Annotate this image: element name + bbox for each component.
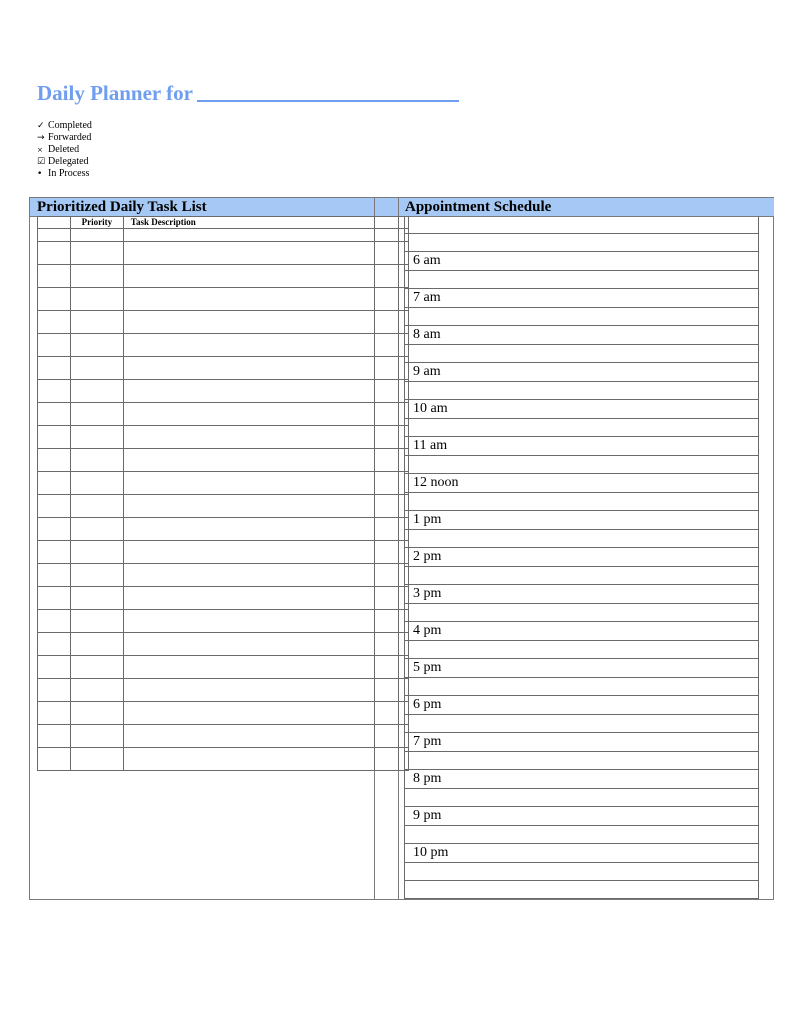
time-label: 8 pm <box>413 771 442 786</box>
half-hour-slot[interactable] <box>404 752 759 770</box>
legend-label: In Process <box>48 168 90 179</box>
task-row <box>38 610 409 633</box>
legend-label: Delegated <box>48 156 89 167</box>
spacer-cell <box>375 380 399 403</box>
half-hour-slot[interactable] <box>404 456 759 474</box>
task-row <box>38 449 409 472</box>
time-label: 7 am <box>413 290 441 305</box>
legend-label: Completed <box>48 120 92 131</box>
task-description-cell[interactable] <box>123 587 374 610</box>
task-status-cell[interactable] <box>38 229 71 242</box>
priority-cell[interactable] <box>70 334 123 357</box>
spacer-cell <box>375 495 399 518</box>
priority-cell[interactable] <box>70 679 123 702</box>
spacer-cell <box>375 633 399 656</box>
half-hour-slot[interactable] <box>404 678 759 696</box>
arrow-right-icon: → <box>37 133 45 143</box>
spacer-cell <box>375 403 399 426</box>
task-description-cell[interactable] <box>123 541 374 564</box>
task-row <box>38 679 409 702</box>
time-slot[interactable] <box>404 622 759 641</box>
task-description-cell[interactable] <box>123 311 374 334</box>
task-row <box>38 495 409 518</box>
time-slot[interactable] <box>404 585 759 604</box>
spacer-cell <box>375 311 399 334</box>
spacer-cell <box>375 357 399 380</box>
half-hour-slot[interactable] <box>404 567 759 585</box>
task-description-cell[interactable] <box>123 495 374 518</box>
task-description-cell[interactable] <box>123 242 374 265</box>
task-status-cell[interactable] <box>38 334 71 357</box>
task-row <box>38 334 409 357</box>
task-status-cell[interactable] <box>38 288 71 311</box>
task-row <box>38 725 409 748</box>
half-hour-slot[interactable] <box>404 419 759 437</box>
half-hour-slot[interactable] <box>404 715 759 733</box>
task-status-cell[interactable] <box>38 679 71 702</box>
task-row <box>38 265 409 288</box>
half-hour-slot[interactable] <box>404 234 759 252</box>
time-label: 5 pm <box>413 660 442 675</box>
priority-cell[interactable] <box>70 380 123 403</box>
task-status-cell[interactable] <box>38 495 71 518</box>
priority-cell[interactable] <box>70 725 123 748</box>
time-slot[interactable] <box>404 696 759 715</box>
task-row <box>38 472 409 495</box>
time-slot[interactable] <box>404 511 759 530</box>
task-row <box>38 587 409 610</box>
title-text: Daily Planner for <box>37 81 193 105</box>
priority-cell[interactable] <box>70 656 123 679</box>
task-row <box>38 380 409 403</box>
time-label: 10 am <box>413 401 448 416</box>
task-row <box>38 426 409 449</box>
time-label: 9 am <box>413 364 441 379</box>
checked-box-icon: ☑ <box>37 157 46 167</box>
priority-cell[interactable] <box>70 518 123 541</box>
time-label: 12 noon <box>413 475 459 490</box>
task-table <box>37 216 409 771</box>
priority-cell[interactable] <box>70 403 123 426</box>
time-slot[interactable] <box>404 326 759 345</box>
spacer-cell <box>375 656 399 679</box>
spacer-cell <box>375 587 399 610</box>
legend-item <box>37 168 92 180</box>
spacer-cell <box>375 518 399 541</box>
task-description-cell[interactable] <box>123 725 374 748</box>
task-status-cell[interactable] <box>38 311 71 334</box>
time-label: 11 am <box>413 438 448 453</box>
task-description-cell[interactable] <box>123 702 374 725</box>
task-status-cell[interactable] <box>38 541 71 564</box>
bullet-icon: • <box>37 169 43 179</box>
priority-cell[interactable] <box>70 587 123 610</box>
spacer-cell <box>375 265 399 288</box>
spacer-cell <box>375 748 399 771</box>
task-row <box>38 288 409 311</box>
task-status-cell[interactable] <box>38 449 71 472</box>
task-status-cell[interactable] <box>38 656 71 679</box>
task-description-cell[interactable] <box>123 357 374 380</box>
priority-cell[interactable] <box>70 610 123 633</box>
legend-item <box>37 156 92 168</box>
time-label: 6 am <box>413 253 441 268</box>
name-blank-field[interactable] <box>197 78 459 102</box>
priority-cell[interactable] <box>70 311 123 334</box>
spacer-cell <box>375 610 399 633</box>
task-status-cell[interactable] <box>38 242 71 265</box>
time-slot[interactable] <box>404 252 759 271</box>
task-row <box>38 702 409 725</box>
page-title <box>37 78 459 106</box>
task-status-cell[interactable] <box>38 357 71 380</box>
task-status-cell[interactable] <box>38 610 71 633</box>
half-hour-slot[interactable] <box>404 493 759 511</box>
task-description-cell[interactable] <box>123 748 374 771</box>
task-description-cell[interactable] <box>123 288 374 311</box>
half-hour-slot[interactable] <box>404 530 759 548</box>
task-description-cell[interactable] <box>123 229 374 242</box>
task-status-cell[interactable] <box>38 265 71 288</box>
task-done-header <box>38 217 71 229</box>
task-status-cell[interactable] <box>38 633 71 656</box>
task-description-cell[interactable] <box>123 265 374 288</box>
task-status-cell[interactable] <box>38 725 71 748</box>
priority-cell[interactable] <box>70 229 123 242</box>
spacer-cell <box>375 679 399 702</box>
time-slot[interactable] <box>404 400 759 419</box>
spacer-header <box>375 217 399 229</box>
legend-item <box>37 120 92 132</box>
task-status-cell[interactable] <box>38 403 71 426</box>
task-description-cell[interactable] <box>123 610 374 633</box>
time-label: 8 am <box>413 327 441 342</box>
time-slot[interactable] <box>404 733 759 752</box>
task-description-cell[interactable] <box>123 426 374 449</box>
time-slot[interactable] <box>404 548 759 567</box>
task-list-heading: Prioritized Daily Task List <box>37 199 207 215</box>
task-status-cell[interactable] <box>38 748 71 771</box>
time-slot[interactable] <box>404 289 759 308</box>
half-hour-slot[interactable] <box>404 308 759 326</box>
priority-cell[interactable] <box>70 449 123 472</box>
time-slot[interactable] <box>404 844 759 863</box>
time-label: 4 pm <box>413 623 442 638</box>
half-hour-slot[interactable] <box>404 216 759 234</box>
task-row <box>38 564 409 587</box>
half-hour-slot[interactable] <box>404 345 759 363</box>
task-description-cell[interactable] <box>123 472 374 495</box>
task-row <box>38 518 409 541</box>
priority-cell[interactable] <box>70 702 123 725</box>
priority-cell[interactable] <box>70 472 123 495</box>
half-hour-slot[interactable] <box>404 789 759 807</box>
time-label: 6 pm <box>413 697 442 712</box>
half-hour-slot[interactable] <box>404 826 759 844</box>
half-hour-slot[interactable] <box>404 863 759 881</box>
task-description-cell[interactable] <box>123 334 374 357</box>
task-description-cell[interactable] <box>123 656 374 679</box>
spacer-cell <box>375 242 399 265</box>
task-row <box>38 403 409 426</box>
priority-cell[interactable] <box>70 426 123 449</box>
task-description-cell[interactable] <box>123 564 374 587</box>
time-slot[interactable] <box>404 437 759 456</box>
time-label: 1 pm <box>413 512 442 527</box>
task-row <box>38 656 409 679</box>
time-slot[interactable] <box>404 807 759 826</box>
task-status-cell[interactable] <box>38 380 71 403</box>
legend-label: Forwarded <box>48 132 92 143</box>
task-description-cell[interactable] <box>123 633 374 656</box>
task-row <box>38 748 409 771</box>
spacer-cell <box>375 426 399 449</box>
task-row <box>38 242 409 265</box>
task-description-cell[interactable] <box>123 403 374 426</box>
legend-item <box>37 132 92 144</box>
time-slot[interactable] <box>404 363 759 382</box>
half-hour-slot[interactable] <box>404 881 759 899</box>
spacer-cell <box>375 229 399 242</box>
task-row <box>38 633 409 656</box>
spacer-cell <box>375 449 399 472</box>
task-description-cell[interactable] <box>123 449 374 472</box>
task-status-cell[interactable] <box>38 426 71 449</box>
time-slot[interactable] <box>404 659 759 678</box>
appointment-schedule <box>404 216 759 899</box>
task-status-cell[interactable] <box>38 518 71 541</box>
task-status-cell[interactable] <box>38 587 71 610</box>
half-hour-slot[interactable] <box>404 641 759 659</box>
priority-cell[interactable] <box>70 265 123 288</box>
spacer-cell <box>375 472 399 495</box>
task-description-cell[interactable] <box>123 679 374 702</box>
spacer-cell <box>375 334 399 357</box>
task-row <box>38 229 409 242</box>
time-label: 10 pm <box>413 845 449 860</box>
legend-label: Deleted <box>48 144 80 155</box>
priority-cell[interactable] <box>70 541 123 564</box>
time-label: 9 pm <box>413 808 442 823</box>
priority-cell[interactable] <box>70 748 123 771</box>
spacer-cell <box>375 702 399 725</box>
legend <box>37 120 92 180</box>
half-hour-slot[interactable] <box>404 604 759 622</box>
cross-icon: × <box>37 146 43 154</box>
spacer-cell <box>375 564 399 587</box>
time-slot[interactable] <box>404 474 759 493</box>
time-label: 2 pm <box>413 549 442 564</box>
appointment-heading: Appointment Schedule <box>405 199 552 215</box>
priority-cell[interactable] <box>70 288 123 311</box>
task-status-cell[interactable] <box>38 702 71 725</box>
priority-cell[interactable] <box>70 564 123 587</box>
task-status-cell[interactable] <box>38 472 71 495</box>
half-hour-slot[interactable] <box>404 271 759 289</box>
half-hour-slot[interactable] <box>404 382 759 400</box>
task-row <box>38 357 409 380</box>
spacer-cell <box>375 288 399 311</box>
task-description-header: Task Description <box>123 217 374 229</box>
task-table-header <box>38 217 409 229</box>
priority-header: Priority <box>70 217 123 229</box>
task-description-cell[interactable] <box>123 518 374 541</box>
priority-cell[interactable] <box>70 633 123 656</box>
priority-cell[interactable] <box>70 242 123 265</box>
task-row <box>38 311 409 334</box>
task-status-cell[interactable] <box>38 564 71 587</box>
task-description-cell[interactable] <box>123 380 374 403</box>
time-label: 7 pm <box>413 734 442 749</box>
spacer-cell <box>375 541 399 564</box>
time-label: 3 pm <box>413 586 442 601</box>
priority-cell[interactable] <box>70 495 123 518</box>
priority-cell[interactable] <box>70 357 123 380</box>
legend-item <box>37 144 92 156</box>
checkmark-icon: ✓ <box>37 121 45 131</box>
spacer-cell <box>375 725 399 748</box>
time-slot[interactable] <box>404 770 759 789</box>
task-row <box>38 541 409 564</box>
